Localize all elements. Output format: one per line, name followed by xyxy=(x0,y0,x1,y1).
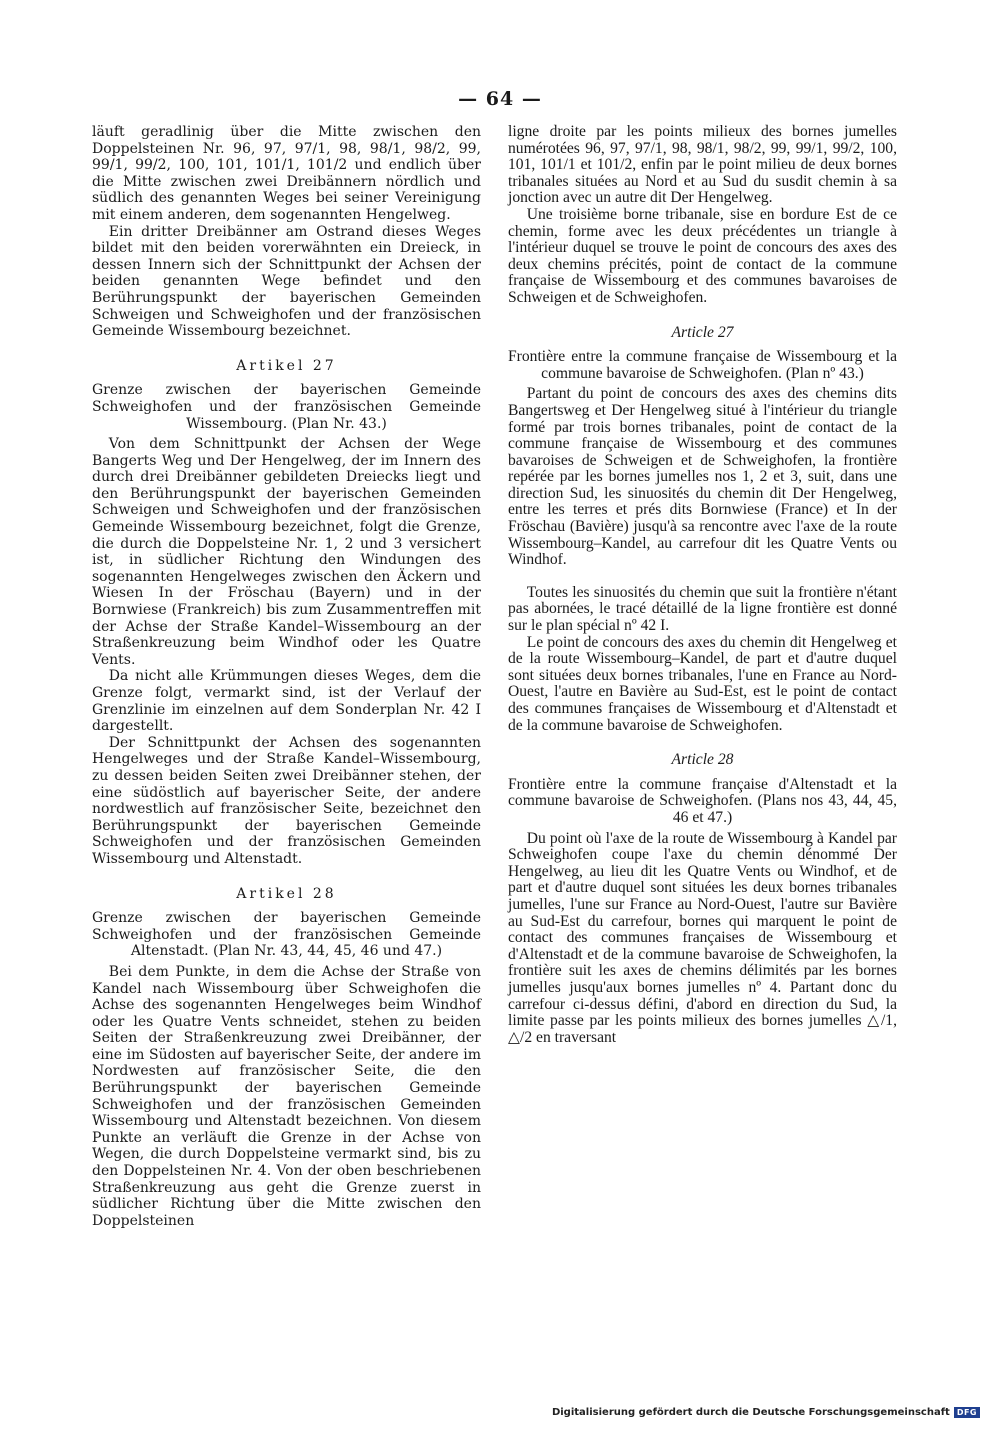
french-paragraph: ligne droite par les points milieux des bornes jumelles numérotées 96, 97, 97/1, 98, 98/1, 98/2, 99, 99/1, 99/2, 100, 101, 101/1 et 101/2, enfin par le point milieu de deux bornes tribanales situées au Nord et au Sud du susdit chemin à sa jonction avec un autre dit Der Hengelweg. xyxy=(508,123,897,207)
german-paragraph: Da nicht alle Krümmungen dieses Weges, dem die Grenze folgt, vermarkt sind, ist der Verlauf der Grenzlinie im einzelnen auf dem Sonderplan Nr. 42 I dargestellt. xyxy=(92,668,481,735)
german-paragraph: Von dem Schnittpunkt der Achsen der Wege Bangerts Weg und Der Hengelweg, der im Innern des durch drei Dreibänner gebildeten Dreiecks liegt und den Berührungspunkt der bayerischen Gemeinden Schweigen und Schweighofen und der französischen Gemeinde Wissembourg bezeichnet, folgt die Grenze, die durch die Doppelsteine Nr. 1, 2 und 3 versichert ist, in südlicher Richtung den Windungen des sogenannten Hengelweges zwischen den Äckern und Wiesen In der Fröschau (Bayern) und in der Bornwiese (Frankreich) bis zum Zusammentreffen mit der Achse der Straße Kandel–Wissembourg an der Straßenkreuzung beim Windhof oder les Quatre Vents. xyxy=(92,436,481,668)
french-column xyxy=(508,124,897,1046)
french-paragraph: Partant du point de concours des axes des chemins dits Bangertsweg et Der Hengelweg situé à l'intérieur du triangle formé par trois bornes tribanales, point de contact de la commune française de Wissembourg et des communes bavaroises de Schweigen et de Schweighofen, la frontière repérée par les bornes jumelles nos 1, 2 et 3, suit, dans une direction Sud, les sinuosités du chemin dit Der Hengelweg, entre les terres et prés dits Bornwiese (France) et In der Fröschau (Bavière) jusqu'à sa rencontre avec l'axe de la route Wissembourg–Kandel, au carrefour dit les Quatre Vents ou Windhof. xyxy=(508,385,897,569)
french-paragraph: Une troisième borne tribanale, sise en bordure Est de ce chemin, forme avec les deux précédentes un triangle à l'intérieur duquel se trouve le point de concours des axes des deux chemins précités, point de contact de la commune française de Wissembourg et des communes bavaroises de Schweigen et de Schweighofen. xyxy=(508,205,897,306)
footer-text: Digitalisierung gefördert durch die Deutsche Forschungsgemeinschaft xyxy=(551,1407,950,1418)
article-28-subtitle-de: Grenze zwischen der bayerischen Gemeinde Schweighofen und der französischen Gemeinde Altenstadt. (Plan Nr. 43, 44, 45, 46 und 47.) xyxy=(92,910,481,960)
german-column xyxy=(92,124,481,1229)
german-paragraph: Ein dritter Dreibänner am Ostrand dieses Weges bildet mit den beiden vorerwähnten ein Dreieck, in dessen Innern sich der Schnittpunkt der Achsen der beiden genannten Wege befindet und den Berührungspunkt der bayerischen Gemeinden Schweigen und Schweighofen und der französischen Gemeinde Wissembourg bezeichnet. xyxy=(92,223,481,340)
german-paragraph: Der Schnittpunkt der Achsen des sogenannten Hengelweges und der Straße Kandel–Wissembourg, zu dessen beiden Seiten zwei Dreibänner stehen, der eine südöstlich auf bayerischer Seite, der andere nordwestlich auf französischer Seite, bezeichnet den Berührungspunkt der bayerischen Gemeinde Schweighofen und der französischen Gemeinden Wissembourg und Altenstadt. xyxy=(92,734,481,867)
german-paragraph: Bei dem Punkte, in dem die Achse der Straße von Kandel nach Wissembourg über Schweighofen die Achse des sogenannten Hengelweges beim Windhof oder les Quatre Vents schneidet, stehen zu beiden Seiten der Straßenkreuzung zwei Dreibänner, der eine im Südosten auf bayerischer Seite, der andere im Nordwesten auf französischer Seite, die den Berührungspunkt der bayerischen Gemeinde Schweighofen und der französischen Gemeinden Wissembourg und Altenstadt bezeichnen. Von diesem Punkte an verläuft die Grenze in der Achse von Wegen, die durch Doppelsteine vermarkt sind, bis zu den Doppelsteinen Nr. 4. Von der oben beschriebenen Straßenkreuzung aus geht die Grenze zuerst in südlicher Richtung über die Mitte zwischen den Doppelsteinen xyxy=(92,963,481,1229)
paragraph-gap xyxy=(508,569,897,585)
article-27-heading-fr: Article 27 xyxy=(671,323,734,341)
article-28-subtitle-fr: Frontière entre la commune française d'Altenstadt et la commune bavaroise de Schweighofen. (Plans nos 43, 44, 45, 46 et 47.) xyxy=(508,775,897,826)
article-28-heading-de: Artikel 28 xyxy=(236,885,337,902)
article-27-heading-de: Artikel 27 xyxy=(236,357,337,374)
french-paragraph: Du point où l'axe de la route de Wissembourg à Kandel par Schweighofen coupe l'axe du chemin dénommé Der Hengelweg, au lieu dit les Quatre Vents ou Windhof, et de part et d'autre duquel sont situées les deux bornes tribanales jumelles, l'une sur France au Nord-Ouest, l'autre sur Bavière au Sud-Est du carrefour, bornes qui marquent le point de contact des communes françaises de Wissembourg et d'Altenstadt et de la commune bavaroise de Schweighofen, la frontière suit les axes de chemins délimités par les bornes jumelles jusqu'aux bornes jumelles nº 4. Partant donc du carrefour ci-dessus défini, d'abord en direction du Sud, la limite passe par les points milieux des bornes jumelles △/1, △/2 en traversant xyxy=(508,829,897,1046)
french-paragraph: Toutes les sinuosités du chemin que suit la frontière n'étant pas abornées, le tracé détaillé de la ligne frontière est donné sur le plan spécial nº 42 I. xyxy=(508,583,897,635)
german-paragraph: läuft geradlinig über die Mitte zwischen den Doppelsteinen Nr. 96, 97, 97/1, 98, 98/1, 98/2, 99, 99/1, 99/2, 100, 101, 101/1, 101/2 und endlich über die Mitte zwischen zwei Dreibännern nördlich und südlich des genannten Weges bei seiner Vereinigung mit einem anderen, dem sogenannten Hengelweg. xyxy=(92,124,481,223)
article-28-heading-fr: Article 28 xyxy=(671,751,734,769)
french-paragraph: Le point de concours des axes du chemin dit Hengelweg et de la route Wissembourg–Kandel, de part et d'autre duquel sont situées deux bornes tribanales, l'une en France au Nord-Ouest, l'autre en Bavière au Sud-Est, est le point de contact des communes françaises de Wissembourg et d'Altenstadt et de la commune bavaroise de Schweighofen. xyxy=(508,633,897,734)
footer-credit xyxy=(552,1407,980,1418)
page-number: — 64 — xyxy=(458,88,542,110)
dfg-logo-icon: DFG xyxy=(954,1407,980,1418)
article-27-subtitle-fr: Frontière entre la commune française de Wissembourg et la commune bavaroise de Schweighofen. (Plan nº 43.) xyxy=(508,348,897,382)
article-27-subtitle-de: Grenze zwischen der bayerischen Gemeinde Schweighofen und der französischen Gemeinde Wissembourg. (Plan Nr. 43.) xyxy=(92,382,481,432)
